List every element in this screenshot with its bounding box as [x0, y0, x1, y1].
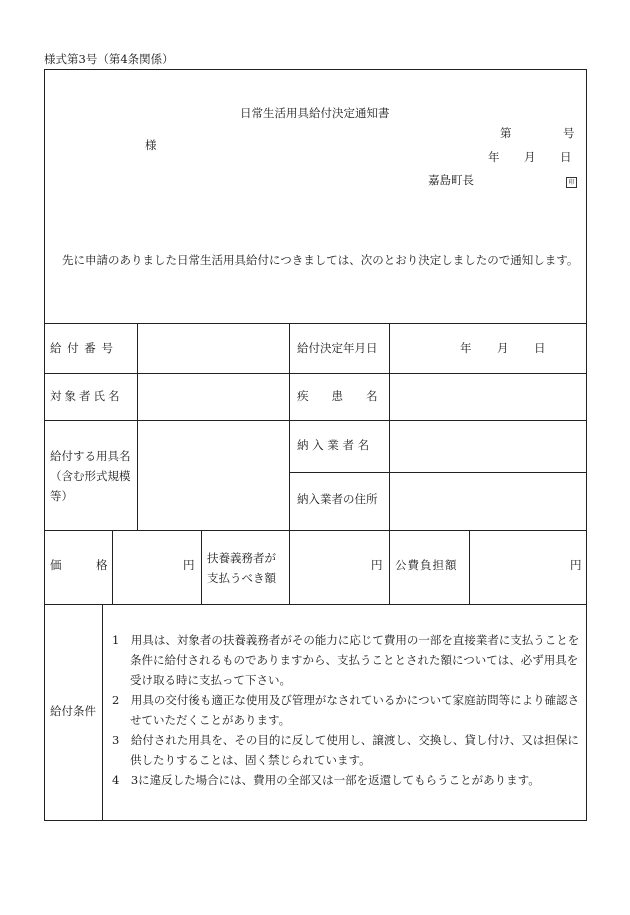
divider — [201, 530, 202, 604]
conditions-label: 給付条件 — [50, 704, 96, 718]
date-month: 月 — [524, 150, 536, 164]
date-year: 年 — [488, 150, 500, 164]
disease-name-label: 疾 患 名 — [297, 389, 378, 403]
public-burden-yen: 円 — [570, 558, 582, 572]
number-prefix: 第 — [500, 126, 512, 140]
seal-mark: 印 — [566, 175, 577, 188]
divider — [389, 323, 390, 530]
public-burden-label: 公費負担額 — [395, 558, 458, 572]
divider — [44, 530, 587, 531]
divider — [137, 323, 138, 530]
divider — [289, 472, 587, 473]
decision-day: 日 — [534, 341, 546, 355]
divider — [469, 530, 470, 604]
guardian-yen: 円 — [371, 558, 383, 572]
conditions-list — [112, 630, 582, 790]
divider — [44, 373, 587, 374]
recipient-name-label: 対象者氏名 — [50, 389, 123, 403]
benefit-number-label: 給 付 番 号 — [50, 341, 114, 355]
form-number: 様式第3号（第4条関係） — [44, 52, 174, 66]
price-label: 価 格 — [50, 558, 108, 572]
divider — [44, 323, 587, 324]
number-suffix: 号 — [563, 126, 575, 140]
divider — [102, 604, 103, 821]
addressee-suffix: 様 — [145, 138, 157, 152]
condition-item-1: 1 用具は、対象者の扶養義務者がその能力に応じて費用の一部を直接業者に支払うことを条件に給付されるものでありますから、支払うこととされた額については、必ず用具を受け取る時に支払って下さい。 — [112, 633, 580, 687]
divider — [289, 323, 290, 604]
issuer-name: 嘉島町長 — [428, 173, 474, 187]
condition-item-3: 3 給付された用具を、その目的に反して使用し、譲渡し、交換し、貸し付け、又は担保に供したりすることは、固く禁じられています。 — [112, 733, 579, 767]
decision-month: 月 — [497, 341, 509, 355]
vendor-name-label: 納 入 業 者 名 — [297, 438, 370, 452]
divider — [389, 530, 390, 604]
date-day: 日 — [560, 150, 572, 164]
document-title: 日常生活用具給付決定通知書 — [240, 106, 390, 120]
guardian-payment-label: 扶養義務者が 支払うべき額 — [207, 551, 276, 585]
divider — [44, 604, 587, 605]
divider — [44, 420, 587, 421]
intro-text: 先に申請のありました日常生活用具給付につきましては、次のとおり決定しましたので通知します。 — [62, 253, 579, 267]
item-name-label: 給付する用具名 （含む形式規模 等） — [50, 449, 131, 503]
condition-item-2: 2 用具の交付後も適正な使用及び管理がなされているかについて家庭訪問等により確認させていただくことがあります。 — [112, 693, 580, 727]
condition-item-4: 4 3に違反した場合には、費用の全部又は一部を返還してもらうことがあります。 — [112, 773, 540, 787]
vendor-address-label: 納入業者の住所 — [297, 492, 378, 506]
decision-date-label: 給付決定年月日 — [297, 341, 378, 355]
divider — [112, 530, 113, 604]
price-yen: 円 — [183, 558, 195, 572]
decision-year: 年 — [460, 341, 472, 355]
